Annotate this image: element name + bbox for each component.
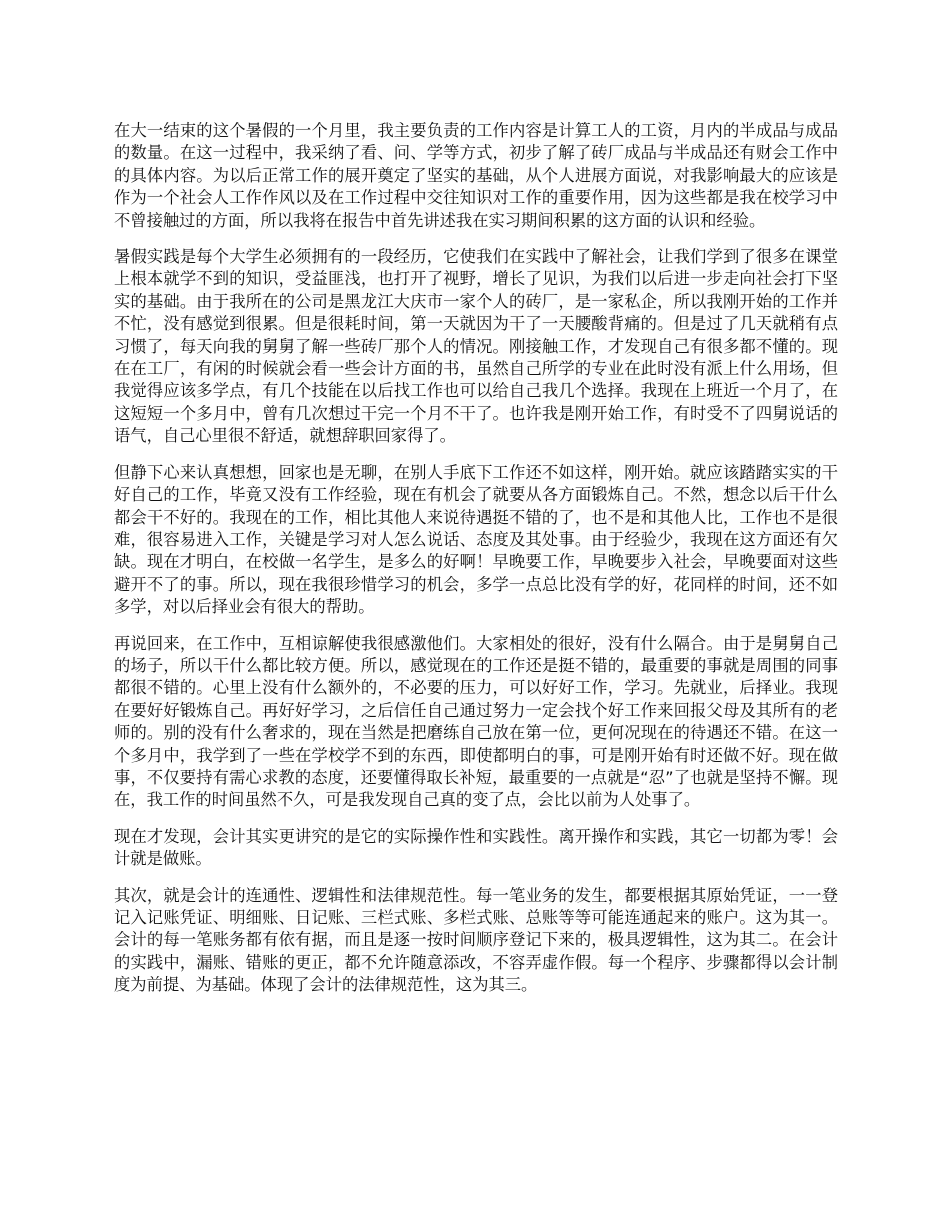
paragraph-1: 在大一结束的这个暑假的一个月里，我主要负责的工作内容是计算工人的工资，月内的半成品与成品的数量。在这一过程中，我采纳了看、问、学等方式，初步了解了砖厂成品与半成品还有财会工作中的具体内容。为以后正常工作的展开奠定了坚实的基础，从个人进展方面说，对我影响最大的应该是作为一个社会人工作作风以及在工作过程中交往知识对工作的重要作用，因为这些都是我在校学习中不曾接触过的方面，所以我将在报告中首先讲述我在实习期间积累的这方面的认识和经验。 xyxy=(114,121,838,230)
document-body xyxy=(114,120,838,997)
paragraph-5: 现在才发现，会计其实更讲究的是它的实际操作性和实践性。离开操作和实践，其它一切都为零！会计就是做账。 xyxy=(114,826,838,869)
paragraph-2: 暑假实践是每个大学生必须拥有的一段经历，它使我们在实践中了解社会，让我们学到了很多在课堂上根本就学不到的知识，受益匪浅，也打开了视野，增长了见识，为我们以后进一步走向社会打下坚实的基础。由于我所在的公司是黑龙江大庆市一家个人的砖厂，是一家私企，所以我刚开始的工作并不忙，没有感觉到很累。但是很耗时间，第一天就因为干了一天腰酸背痛的。但是过了几天就稍有点习惯了，每天向我的舅舅了解一些砖厂那个人的情况。刚接触工作，才发现自己有很多都不懂的。现在在工厂，有闲的时候就会看一些会计方面的书，虽然自己所学的专业在此时没有派上什么用场，但我觉得应该多学点，有几个技能在以后找工作也可以给自己我几个选择。我现在上班近一个月了，在这短短一个多月中，曾有几次想过干完一个月不干了。也许我是刚开始工作，有时受不了四舅说话的语气，自己心里很不舒适，就想辞职回家得了。 xyxy=(114,247,838,446)
paragraph-3: 但静下心来认真想想，回家也是无聊，在别人手底下工作还不如这样，刚开始。就应该踏踏实实的干好自己的工作，毕竟又没有工作经验，现在有机会了就要从各方面锻炼自己。不然，想念以后干什么都会干不好的。我现在的工作，相比其他人来说待遇挺不错的了，也不是和其他人比，工作也不是很难，很容易进入工作，关键是学习对人怎么说话、态度及其处事。由于经验少，我现在这方面还有欠缺。现在才明白，在校做一名学生，是多么的好啊！早晚要工作，早晚要步入社会，早晚要面对这些避开不了的事。所以，现在我很珍惜学习的机会，多学一点总比没有学的好，花同样的时间，还不如多学，对以后择业会有很大的帮助。 xyxy=(114,462,838,617)
paragraph-4: 再说回来，在工作中，互相谅解使我很感激他们。大家相处的很好，没有什么隔合。由于是舅舅自己的场子，所以干什么都比较方便。所以，感觉现在的工作还是挺不错的，最重要的事就是周围的同事都很不错的。心里上没有什么额外的，不必要的压力，可以好好工作，学习。先就业，后择业。我现在要好好锻炼自己。再好好学习，之后信任自己通过努力一定会找个好工作来回报父母及其所有的老师的。别的没有什么奢求的，现在当然是把磨练自己放在第一位，更何况现在的待遇还不错。在这一个多月中，我学到了一些在学校学不到的东西，即使都明白的事，可是刚开始有时还做不好。现在做事，不仅要持有需心求教的态度，还要懂得取长补短，最重要的一点就是“忍”了也就是坚持不懈。现在，我工作的时间虽然不久，可是我发现自己真的变了点，会比以前为人处事了。 xyxy=(114,633,838,810)
paragraph-6: 其次，就是会计的连通性、逻辑性和法律规范性。每一笔业务的发生，都要根据其原始凭证，一一登记入记账凭证、明细账、日记账、三栏式账、多栏式账、总账等等可能连通起来的账户。这为其一。会计的每一笔账务都有依有据，而且是逐一按时间顺序登记下来的，极具逻辑性，这为其二。在会计的实践中，漏账、错账的更正，都不允许随意添改，不容弄虚作假。每一个程序、步骤都得以会计制度为前提、为基础。体现了会计的法律规范性，这为其三。 xyxy=(114,885,838,995)
